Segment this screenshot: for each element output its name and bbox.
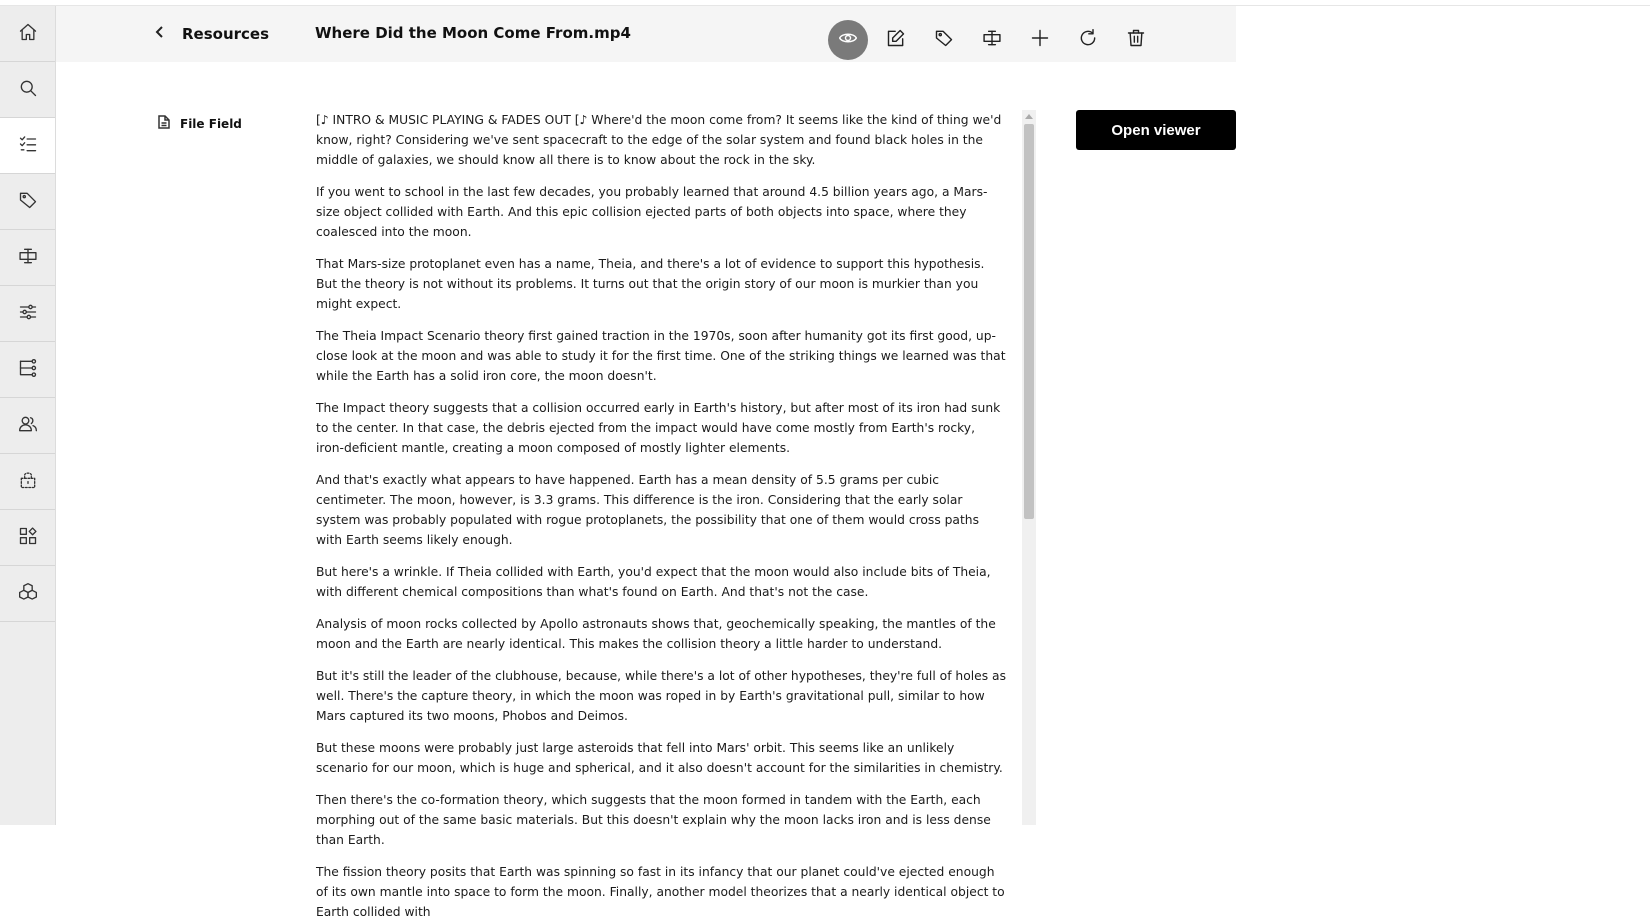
file-icon	[158, 115, 170, 132]
users-icon	[18, 414, 38, 438]
back-to-resources-link[interactable]	[152, 22, 269, 46]
sidebar-item-database[interactable]	[0, 342, 55, 398]
preview-button[interactable]	[828, 20, 868, 60]
transcript-text	[316, 110, 1006, 919]
transcript-paragraph: The Theia Impact Scenario theory first gained traction in the 1970s, soon after humanity got its first good, up-close look at the moon and was able to study it for the first time. One of the striking things we learned was that while the Earth has a solid iron core, the moon doesn't.	[316, 329, 1006, 383]
sliders-icon	[18, 302, 38, 326]
fields-icon	[982, 28, 1002, 52]
sidebar-item-fields[interactable]	[0, 230, 55, 286]
transcript-paragraph: The Impact theory suggests that a collision occurred early in Earth's history, but after most of its iron had sunk to the center. In that case, the debris ejected from the impact would have come mostly from Earth's rocky, iron-deficient mantle, creating a moon composed of mostly lighter elements.	[316, 401, 1001, 455]
home-icon	[18, 22, 38, 46]
transcript-paragraph: Analysis of moon rocks collected by Apollo astronauts shows that, geochemically speaking, the mantles of the moon and the Earth are nearly identical. This makes the collision theory a little harder to understand.	[316, 617, 996, 651]
transcript-scrollbar[interactable]	[1022, 110, 1036, 825]
sidebar-item-apps[interactable]	[0, 510, 55, 566]
sidebar-item-tags[interactable]	[0, 174, 55, 230]
transcript-paragraph: But here's a wrinkle. If Theia collided with Earth, you'd expect that the moon would also include bits of Theia, with different chemical compositions than what's found on Earth. And that's not the case.	[316, 565, 991, 599]
fields-icon	[18, 246, 38, 270]
apps-icon	[18, 526, 38, 550]
sidebar-item-home[interactable]	[0, 6, 55, 62]
sidebar	[0, 6, 56, 825]
plus-icon	[1030, 28, 1050, 52]
refresh-icon	[1078, 28, 1098, 52]
search-icon	[18, 78, 38, 102]
database-icon	[18, 358, 38, 382]
scroll-thumb[interactable]	[1024, 124, 1034, 519]
refresh-button[interactable]	[1068, 20, 1108, 60]
sidebar-item-users[interactable]	[0, 398, 55, 454]
fields-button[interactable]	[972, 20, 1012, 60]
transcript-paragraph: The fission theory posits that Earth was spinning so fast in its infancy that our planet could've ejected enough of its own mantle into space to form the moon. Finally, another model theorizes that a nearly identical object to Earth collided with	[316, 865, 1005, 919]
transcript-paragraph: But it's still the leader of the clubhouse, because, while there's a lot of other hypotheses, they're full of holes as well. There's the capture theory, in which the moon was roped in by Earth's gravitational pull, similar to how Mars captured its two moons, Phobos and Deimos.	[316, 669, 1006, 723]
header-bar	[56, 6, 1236, 62]
sidebar-item-settings[interactable]	[0, 286, 55, 342]
checklist-icon	[18, 134, 38, 158]
page-title: Where Did the Moon Come From.mp4	[315, 24, 631, 42]
lock-icon	[18, 470, 38, 494]
back-label: Resources	[182, 25, 270, 43]
edit-button[interactable]	[876, 20, 916, 60]
scroll-up-arrow[interactable]	[1022, 110, 1036, 122]
transcript-paragraph: But these moons were probably just large asteroids that fell into Mars' orbit. This seems like an unlikely scenario for our moon, which is huge and spherical, and it also doesn't account for the similarities in chemistry.	[316, 741, 1003, 775]
edit-icon	[886, 28, 906, 52]
transcript-paragraph: Then there's the co-formation theory, which suggests that the moon formed in tandem with the Earth, each morphing out of the same basic materials. But this doesn't explain why the moon lacks iron and is less dense than Earth.	[316, 793, 991, 847]
transcript-paragraph: [♪ INTRO & MUSIC PLAYING & FADES OUT [♪ Where'd the moon come from? It seems like the kind of thing we'd know, right? Considering we've sent spacecraft to the edge of the solar system and found black holes in the middle of galaxies, we should know all there is to know about the rock in the sky.	[316, 113, 1002, 167]
sidebar-item-modules[interactable]	[0, 566, 55, 622]
sidebar-item-search[interactable]	[0, 62, 55, 118]
trash-icon	[1126, 28, 1146, 52]
transcript-paragraph: That Mars-size protoplanet even has a name, Theia, and there's a lot of evidence to support this hypothesis. But the theory is not without its problems. It turns out that the origin story of our moon is murkier than you might expect.	[316, 257, 985, 311]
chevron-left-icon	[152, 24, 168, 44]
sidebar-item-permissions[interactable]	[0, 454, 55, 510]
tag-icon	[934, 28, 954, 52]
file-field-label	[158, 115, 242, 132]
add-button[interactable]	[1020, 20, 1060, 60]
eye-icon	[838, 28, 858, 52]
transcript-paragraph: If you went to school in the last few decades, you probably learned that around 4.5 billion years ago, a Mars-size object collided with Earth. And this epic collision ejected parts of both objects into space, where they coalesced into the moon.	[316, 185, 988, 239]
tag-icon	[18, 190, 38, 214]
file-field-text: File Field	[180, 116, 242, 131]
tag-button[interactable]	[924, 20, 964, 60]
sidebar-item-resources[interactable]	[0, 118, 55, 174]
delete-button[interactable]	[1116, 20, 1156, 60]
transcript-paragraph: And that's exactly what appears to have happened. Earth has a mean density of 5.5 grams per cubic centimeter. The moon, however, is 3.3 grams. This difference is the iron. Considering that the early solar system was probably populated with rogue protoplanets, the possibility that one of them would cross paths with Earth seems likely enough.	[316, 473, 979, 547]
open-viewer-button[interactable]: Open viewer	[1076, 110, 1236, 150]
cubes-icon	[18, 582, 38, 606]
